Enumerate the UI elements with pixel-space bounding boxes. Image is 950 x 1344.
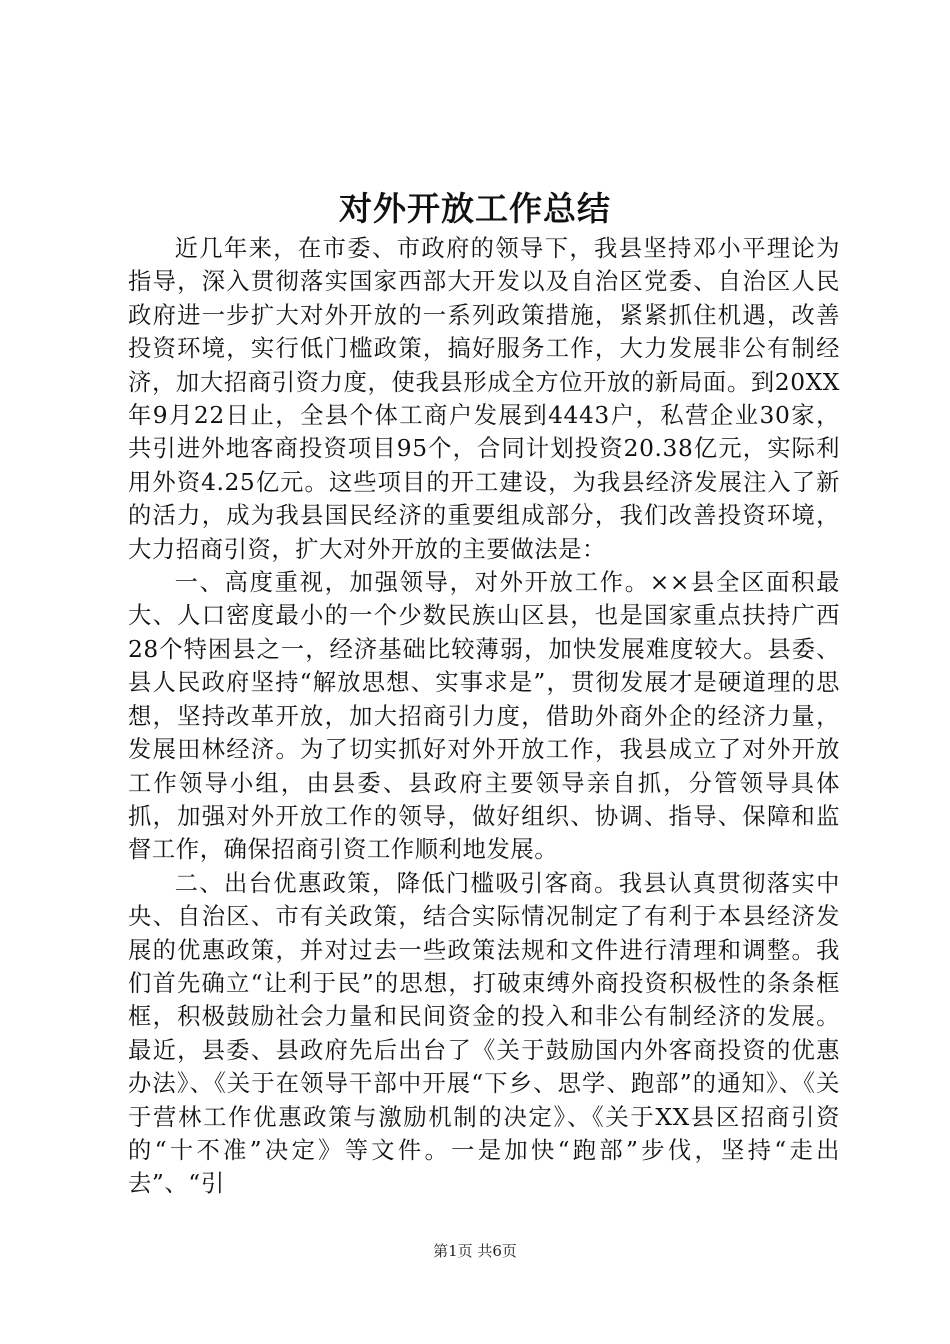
document-body [128, 232, 840, 1201]
page-number-footer: 第1页 共6页 [433, 1242, 517, 1260]
paragraph-intro: 近几年来，在市委、市政府的领导下，我县坚持邓小平理论为指导，深入贯彻落实国家西部大开发以及自治区党委、自治区人民政府进一步扩大对外开放的一系列政策措施，紧紧抓住机遇，改善投资环境，实行低门槛政策，搞好服务工作，大力发展非公有制经济，加大招商引资力度，使我县形成全方位开放的新局面。到20XX年9月22日止，全县个体工商户发展到4443户，私营企业30家，共引进外地客商投资项目95个，合同计划投资20.38亿元，实际利用外资4.25亿元。这些项目的开工建设，为我县经济发展注入了新的活力，成为我县国民经济的重要组成部分，我们改善投资环境，大力招商引资，扩大对外开放的主要做法是： [128, 235, 840, 563]
document-title: 对外开放工作总结 [339, 189, 611, 228]
paragraph-section-1: 一、高度重视，加强领导，对外开放工作。××县全区面积最大、人口密度最小的一个少数民族山区县，也是国家重点扶持广西28个特困县之一，经济基础比较薄弱，加快发展难度较大。县委、县人民政府坚持“解放思想、实事求是”，贯彻发展才是硬道理的思想，坚持改革开放，加大招商引力度，借助外商外企的经济力量，发展田林经济。为了切实抓好对外开放工作，我县成立了对外开放工作领导小组，由县委、县政府主要领导亲自抓，分管领导具体抓，加强对外开放工作的领导，做好组织、协调、指导、保障和监督工作，确保招商引资工作顺利地发展。 [128, 569, 840, 864]
paragraph-section-2: 二、出台优惠政策，降低门槛吸引客商。我县认真贯彻落实中央、自治区、市有关政策，结合实际情况制定了有利于本县经济发展的优惠政策，并对过去一些政策法规和文件进行清理和调整。我们首先确立“让利于民”的思想，打破束缚外商投资积极性的条条框框，积极鼓励社会力量和民间资金的投入和非公有制经济的发展。最近，县委、县政府先后出台了《关于鼓励国内外客商投资的优惠办法》、《关于在领导干部中开展“下乡、思学、跑部”的通知》、《关于营林工作优惠政策与激励机制的决定》、《关于XX县区招商引资的“十不准”决定》等文件。一是加快“跑部”步伐，坚持“走出去”、“引 [128, 869, 840, 1198]
